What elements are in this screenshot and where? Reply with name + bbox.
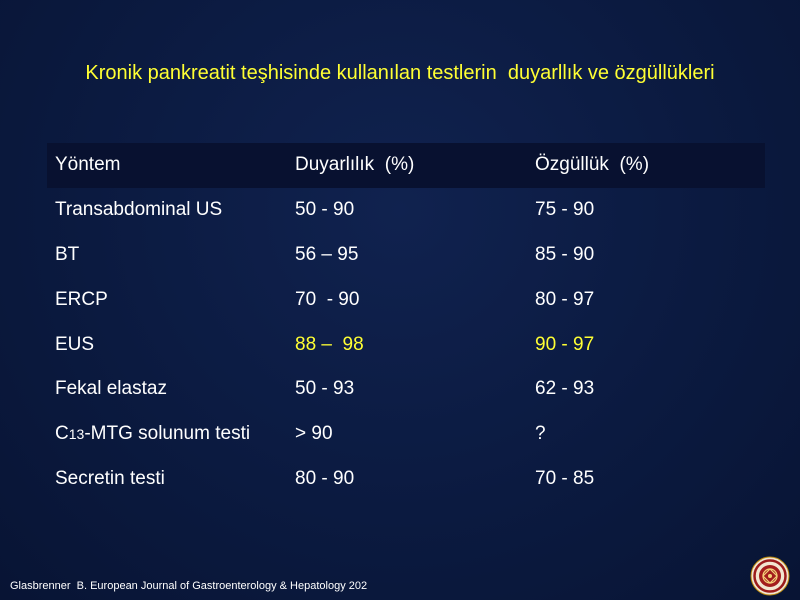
comparison-table (47, 143, 765, 501)
specificity-cell: 70 - 85 (535, 467, 595, 489)
specificity-cell: ? (535, 423, 546, 445)
sensitivity-cell: 56 – 95 (295, 243, 359, 265)
slide-title: Kronik pankreatit teşhisinde kullanılan testlerin duyarllık ve özgüllükleri (85, 62, 715, 84)
specificity-cell: 85 - 90 (535, 243, 595, 265)
method-suffix: -MTG solunum testi (84, 423, 251, 445)
sensitivity-cell: 80 - 90 (295, 467, 355, 489)
method-prefix: C (55, 423, 69, 445)
specificity-cell: 75 - 90 (535, 199, 595, 221)
table-header-row (47, 143, 765, 188)
method-subscript: 13 (68, 426, 85, 443)
method-cell: ERCP (55, 288, 108, 310)
table-row (47, 412, 765, 457)
specificity-cell: 62 - 93 (535, 378, 595, 400)
table-row-highlighted (47, 322, 765, 367)
sensitivity-cell: > 90 (295, 423, 333, 445)
table-row (47, 233, 765, 278)
citation-footer: Glasbrenner B. European Journal of Gastroenterology & Hepatology 202 (10, 580, 368, 592)
table-row (47, 188, 765, 233)
header-method: Yöntem (55, 154, 121, 176)
specificity-cell-highlighted: 90 - 97 (535, 333, 595, 355)
method-cell: BT (55, 243, 80, 265)
method-cell: Secretin testi (55, 467, 165, 489)
sensitivity-cell: 50 - 93 (295, 378, 355, 400)
sensitivity-cell-highlighted: 88 – 98 (295, 333, 364, 355)
header-specificity: Özgüllük (%) (535, 154, 650, 176)
method-cell: Transabdominal US (55, 199, 223, 221)
method-cell (47, 423, 287, 445)
university-seal-icon (750, 556, 790, 596)
table-row (47, 277, 765, 322)
specificity-cell: 80 - 97 (535, 288, 595, 310)
sensitivity-cell: 50 - 90 (295, 199, 355, 221)
table-row (47, 457, 765, 502)
table-row (47, 367, 765, 412)
sensitivity-cell: 70 - 90 (295, 288, 360, 310)
method-cell: EUS (55, 333, 95, 355)
method-cell: Fekal elastaz (55, 378, 167, 400)
header-sensitivity: Duyarlılık (%) (295, 154, 415, 176)
